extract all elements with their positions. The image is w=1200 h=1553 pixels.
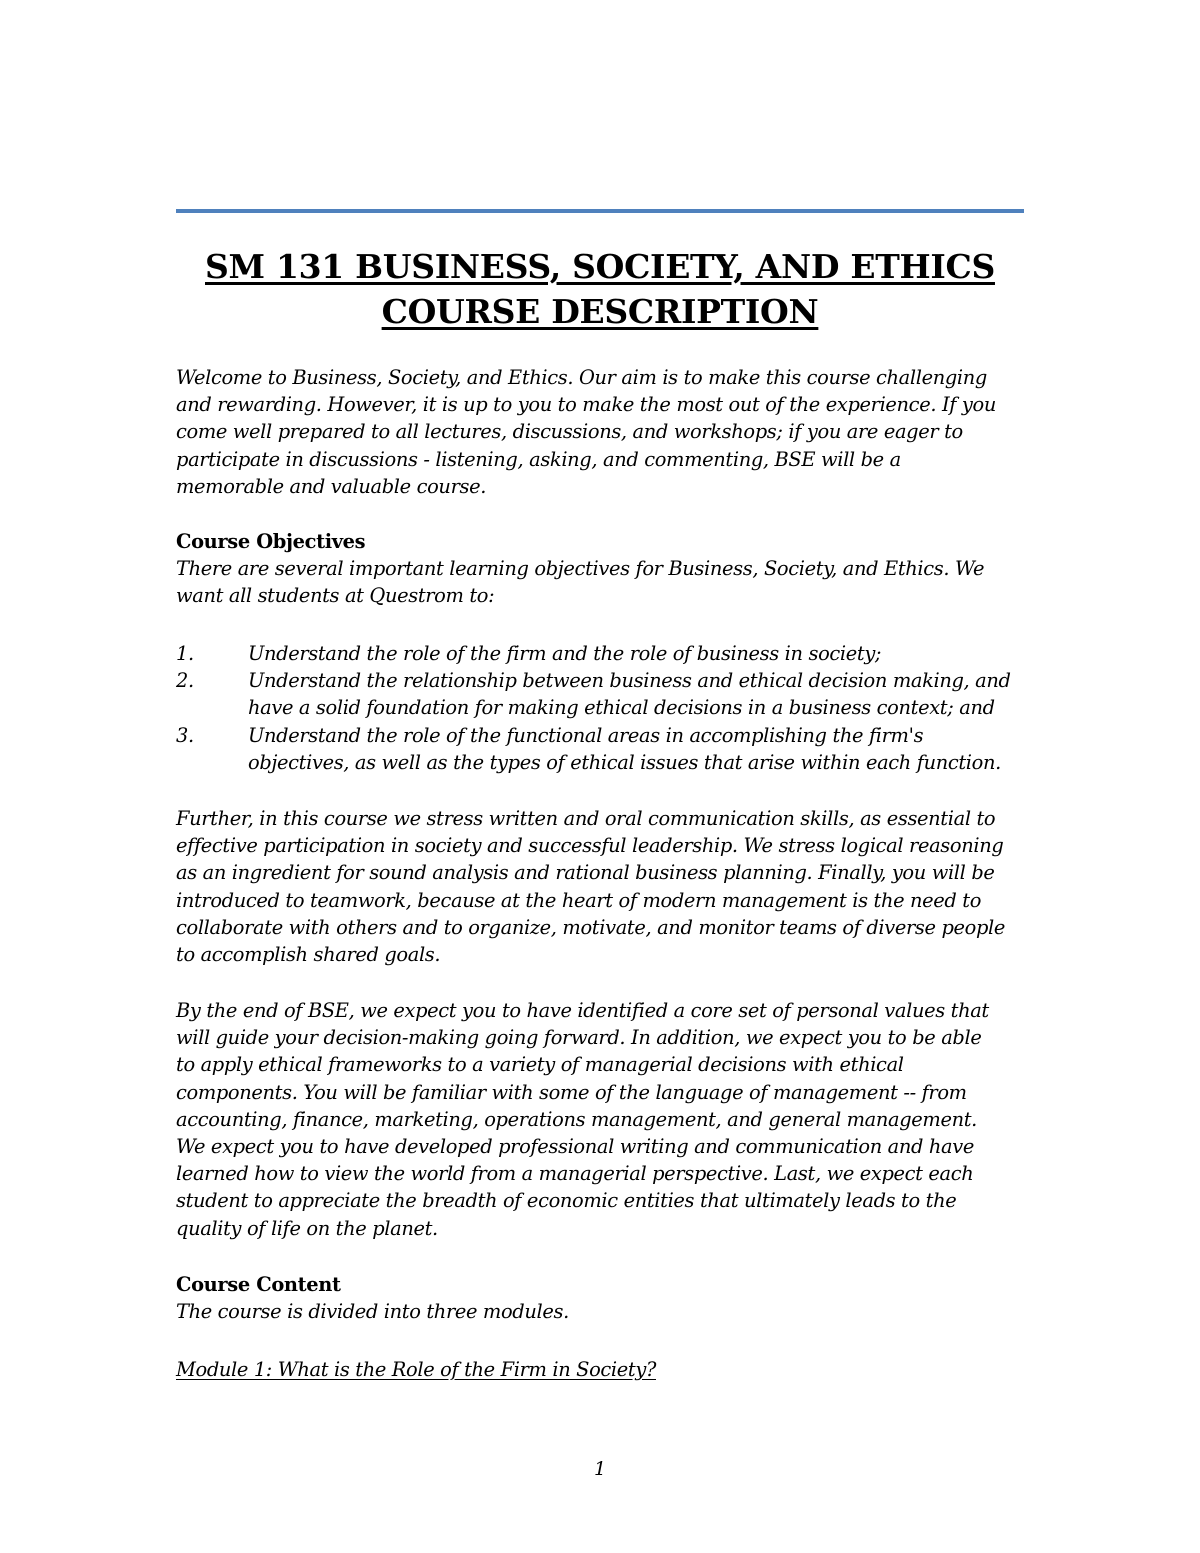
further-line: as an ingredient for sound analysis and rational business planning. Finally, you will be [176, 861, 995, 885]
list-item [176, 640, 1036, 667]
title-line-1: SM 131 BUSINESS, SOCIETY, AND ETHICS [205, 247, 995, 286]
further-line: introduced to teamwork, because at the heart of modern management is the need to [176, 888, 982, 912]
list-item [176, 667, 1036, 721]
byend-line: By the end of BSE, we expect you to have identified a core set of personal values that [176, 999, 989, 1022]
content-heading: Course Content [176, 1273, 341, 1296]
intro-line: and rewarding. However, it is up to you to make the most out of the experience. If you [176, 393, 996, 417]
byend-line: components. You will be familiar with some of the language of management -- from [176, 1080, 967, 1104]
byend-line: accounting, finance, marketing, operations management, and general management. [176, 1107, 977, 1131]
intro-line: participate in discussions - listening, asking, and commenting, BSE will be a [176, 447, 901, 471]
content-section [176, 1271, 1036, 1325]
objectives-heading: Course Objectives [176, 530, 366, 553]
title-line-2: COURSE DESCRIPTION [381, 292, 819, 331]
content-lead: The course is divided into three modules. [176, 1300, 569, 1324]
byend-paragraph [176, 997, 1036, 1242]
byend-line: student to appreciate the breadth of economic entities that ultimately leads to the [176, 1189, 957, 1213]
document-title [176, 244, 1024, 334]
list-item-number: 1. [176, 642, 194, 665]
byend-line: will guide your decision-making going forward. In addition, we expect you to be able [176, 1026, 982, 1050]
page-number: 1 [593, 1458, 607, 1480]
list-item-text: Understand the relationship between business and ethical decision making, and [248, 669, 1011, 693]
module-1-heading: Module 1: What is the Role of the Firm in Society? [176, 1358, 656, 1381]
list-item-number: 3. [176, 723, 194, 747]
further-line: collaborate with others and to organize, motivate, and monitor teams of diverse people [176, 915, 1006, 939]
byend-line: quality of life on the planet. [176, 1216, 438, 1240]
list-item-text: have a solid foundation for making ethical decisions in a business context; and [248, 696, 995, 720]
further-line: Further, in this course we stress written and oral communication skills, as essential to [176, 807, 996, 830]
module-1-heading-block [176, 1356, 1036, 1383]
list-item-text: objectives, as well as the types of ethical issues that arise within each function. [248, 750, 1001, 774]
byend-line: to apply ethical frameworks to a variety of managerial decisions with ethical [176, 1053, 904, 1077]
byend-line: We expect you to have developed professional writing and communication and have [176, 1135, 974, 1159]
objectives-section [176, 528, 1036, 610]
list-item [176, 722, 1036, 776]
byend-line: learned how to view the world from a managerial perspective. Last, we expect each [176, 1162, 974, 1186]
list-item-text: Understand the role of the firm and the role of business in society; [248, 642, 882, 665]
further-line: effective participation in society and successful leadership. We stress logical reasoning [176, 834, 1004, 858]
objectives-list [176, 640, 1036, 776]
header-rule [176, 209, 1024, 213]
intro-line: come well prepared to all lectures, discussions, and workshops; if you are eager to [176, 420, 963, 444]
intro-line: Welcome to Business, Society, and Ethics. Our aim is to make this course challenging [176, 366, 987, 389]
intro-line: memorable and valuable course. [176, 474, 487, 498]
intro-paragraph [176, 364, 1036, 500]
list-item-text: Understand the role of the functional areas in accomplishing the firm's [248, 723, 924, 747]
further-line: to accomplish shared goals. [176, 943, 441, 967]
further-paragraph [176, 805, 1036, 968]
list-item-number: 2. [176, 669, 194, 693]
objectives-lead-line: want all students at Questrom to: [176, 584, 495, 608]
objectives-lead-line: There are several important learning objectives for Business, Society, and Ethics. We [176, 557, 985, 581]
